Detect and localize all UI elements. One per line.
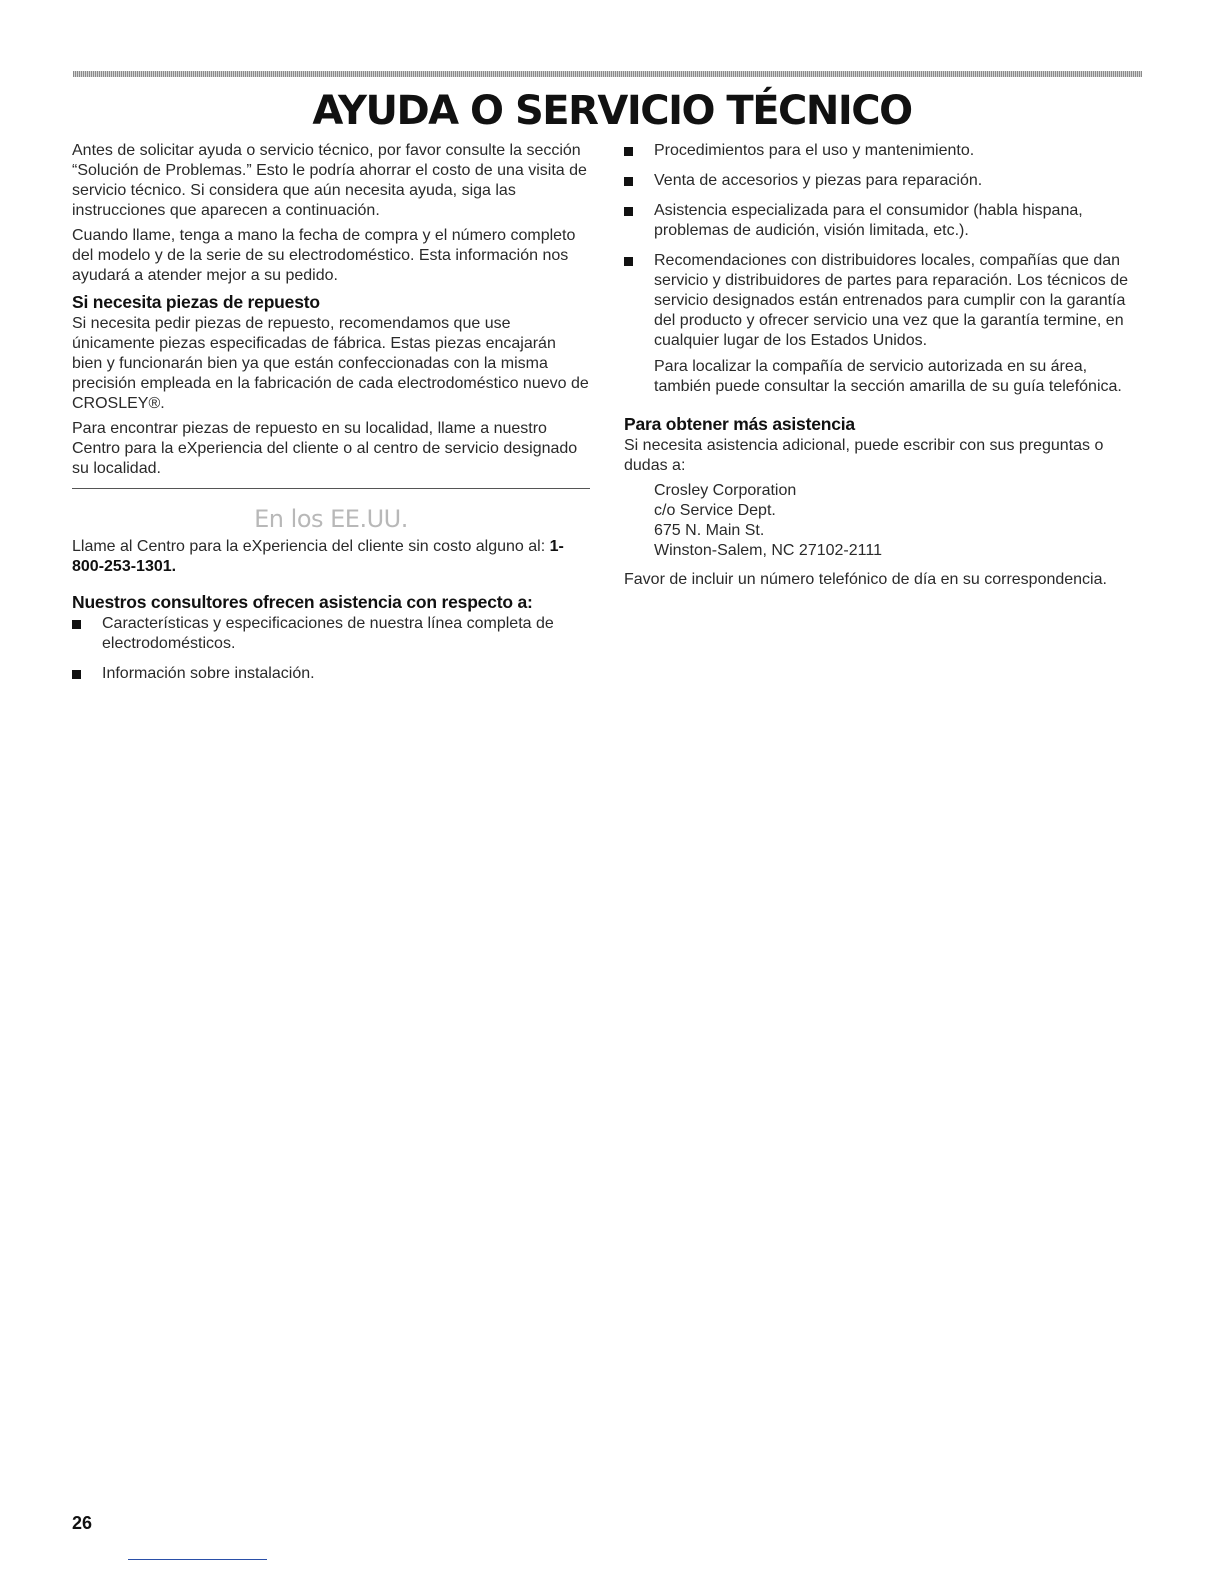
local-service-paragraph: Para localizar la compañía de servicio autorizada en su área, también puede consultar la sección amarilla de su guía telefónica. <box>654 358 1122 395</box>
header-rule <box>73 71 1142 77</box>
bullet-icon <box>624 147 633 156</box>
call-info-paragraph: Cuando llame, tenga a mano la fecha de compra y el número completo del modelo y de la serie de su electrodoméstico. Esta información nos ayudará a atender mejor a su pedido. <box>72 227 576 284</box>
address-line: Winston-Salem, NC 27102-2111 <box>654 542 882 559</box>
consult-heading: Nuestros consultores ofrecen asistencia con respecto a: <box>72 592 533 612</box>
parts-paragraph-2: Para encontrar piezas de repuesto en su localidad, llame a nuestro Centro para la eXperiencia del cliente o al centro de servicio designado su localidad. <box>72 420 578 477</box>
bullet-icon <box>624 257 633 266</box>
section-divider <box>72 488 590 489</box>
address-line: c/o Service Dept. <box>654 502 776 519</box>
list-item: Asistencia especializada para el consumidor (habla hispana, problemas de audición, visión limitada, etc.). <box>624 201 1144 241</box>
consult-list-left <box>72 614 590 684</box>
list-item: Características y especificaciones de nuestra línea completa de electrodomésticos. <box>72 614 590 654</box>
intro-paragraph: Antes de solicitar ayuda o servicio técnico, por favor consulte la sección “Solución de Problemas.” Esto le podría ahorrar el costo de una visita de servicio técnico. Si considera que aún necesita ayuda, siga las instrucciones que aparecen a continuación. <box>72 142 587 219</box>
address-line: Crosley Corporation <box>654 482 797 499</box>
closing-paragraph: Favor de incluir un número telefónico de día en su correspondencia. <box>624 571 1107 588</box>
footer-rule <box>128 1559 267 1560</box>
bullet-icon <box>624 207 633 216</box>
bullet-icon <box>624 177 633 186</box>
list-item: Venta de accesorios y piezas para reparación. <box>624 171 1144 191</box>
call-text: Llame al Centro para la eXperiencia del cliente sin costo alguno al: <box>72 538 550 555</box>
page-number: 26 <box>72 1513 93 1533</box>
list-item: Procedimientos para el uso y mantenimiento. <box>624 141 1144 161</box>
call-paragraph <box>72 537 590 577</box>
list-item: Información sobre instalación. <box>72 664 590 684</box>
region-title: En los EE.UU. <box>254 505 408 533</box>
more-assistance-paragraph: Si necesita asistencia adicional, puede escribir con sus preguntas o dudas a: <box>624 437 1104 474</box>
bullet-icon <box>72 620 81 629</box>
consult-list-right <box>624 141 1144 351</box>
bullet-icon <box>72 670 81 679</box>
parts-heading: Si necesita piezas de repuesto <box>72 292 320 312</box>
page-title: AYUDA O SERVICIO TÉCNICO <box>312 88 912 134</box>
right-column <box>624 141 1144 595</box>
more-assistance-heading: Para obtener más asistencia <box>624 414 855 434</box>
list-item: Recomendaciones con distribuidores locales, compañías que dan servicio y distribuidores de partes para reparación. Los técnicos de servicio designados están entrenados para cumplir con la garantía del producto y ofrecer servicio una vez que la garantía termine, en cualquier lugar de los Estados Unidos. <box>624 251 1144 351</box>
mailing-address <box>624 481 1144 561</box>
phone-number: 1-800-253-1301. <box>72 538 564 575</box>
left-column <box>72 141 590 694</box>
parts-paragraph-1: Si necesita pedir piezas de repuesto, recomendamos que use únicamente piezas especificadas de fábrica. Estas piezas encajarán bien y funcionarán bien ya que están confeccionadas con la misma precisión empleada en la fabricación de cada electrodoméstico nuevo de CROSLEY®. <box>72 315 589 412</box>
address-line: 675 N. Main St. <box>654 522 765 539</box>
